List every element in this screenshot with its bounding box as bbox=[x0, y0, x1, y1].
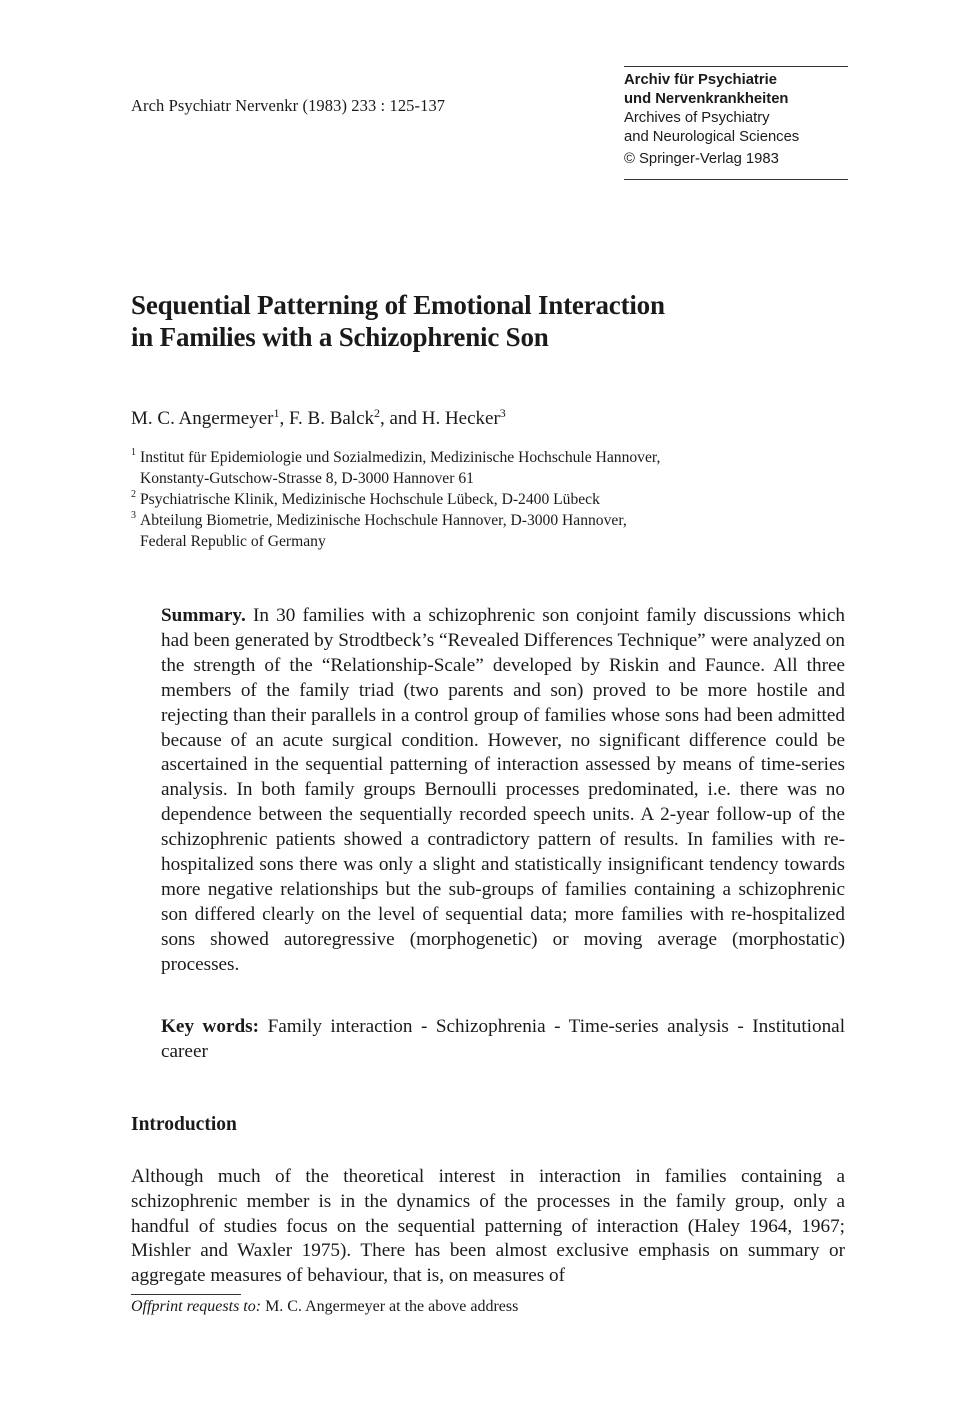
affiliation-number: 3 bbox=[131, 510, 136, 521]
affiliation-list bbox=[131, 447, 851, 552]
introduction-paragraph: Although much of the theoretical interest in interaction in families containing a schizophrenic member is in the dynamics of the processes in the family group, only a handful of studies focus on the sequential patterning of interaction (Haley 1964, 1967; Mishler and Waxler 1975). There has been almost exclusive emphasis on summary or aggregate measures of behaviour, that is, on measures of bbox=[131, 1166, 845, 1287]
footnote-rule bbox=[131, 1294, 241, 1295]
affiliation-number: 2 bbox=[131, 489, 136, 500]
journal-box-top-rule bbox=[624, 66, 848, 67]
abstract bbox=[161, 604, 845, 978]
introduction-body bbox=[131, 1165, 845, 1289]
author-affiliation-mark: 3 bbox=[499, 406, 506, 420]
author-list bbox=[131, 408, 506, 430]
author-name: M. C. Angermeyer bbox=[131, 408, 274, 429]
keywords-label: Key words: bbox=[161, 1016, 260, 1037]
journal-name-en-line2: and Neurological Sciences bbox=[624, 129, 800, 145]
keywords bbox=[161, 1015, 845, 1065]
affiliation-line: Konstanty-Gutschow-Strasse 8, D-3000 Hannover 61 bbox=[140, 470, 474, 487]
footnote-text: M. C. Angermeyer at the above address bbox=[265, 1298, 519, 1315]
keywords-text: Family interaction - Schizophrenia - Time-series analysis - Institutional career bbox=[161, 1016, 846, 1062]
affiliation-item bbox=[131, 489, 851, 510]
journal-copyright: © Springer-Verlag 1983 bbox=[624, 151, 779, 167]
paper-title-line1: Sequential Patterning of Emotional Interaction bbox=[131, 290, 665, 320]
section-heading-introduction: Introduction bbox=[131, 1114, 237, 1135]
author-name: H. Hecker bbox=[421, 408, 500, 429]
journal-name-de-line2: und Nervenkrankheiten bbox=[624, 91, 789, 107]
affiliation-line: Federal Republic of Germany bbox=[140, 533, 326, 550]
abstract-text: In 30 families with a schizophrenic son conjoint family discussions which had been generated by Strodtbeck’s “Revealed Differences Technique” were analyzed on the strength of the “Relationship-Scale” developed by Riskin and Faunce. All three members of the family triad (two parents and son) proved to be more hostile and rejecting than their parallels in a control group of families whose sons had been admitted because of an acute surgical condition. However, no significant difference could be ascertained in the sequential patterning of interaction assessed by means of time-series analysis. In both family groups Bernoulli processes predominated, i.e. there was no dependence between the sequentially recorded speech units. A 2-year follow-up of the schizophrenic patients showed a contradictory pattern of results. In families with re-hospitalized sons there was only a slight and statistically insignificant tendency towards more negative relationships but the sub-groups of families containing a schizophrenic son differed clearly on the level of sequential data; more families with re-hospitalized sons showed autoregressive (morphogenetic) or moving average (morphostatic) processes. bbox=[161, 605, 845, 975]
footnote-label: Offprint requests to: bbox=[131, 1298, 262, 1315]
affiliation-line: Psychiatrische Klinik, Medizinische Hochschule Lübeck, D-2400 Lübeck bbox=[140, 491, 600, 508]
author-affiliation-mark: 2 bbox=[374, 406, 381, 420]
affiliation-item bbox=[131, 447, 851, 489]
journal-box bbox=[624, 71, 848, 169]
footnote bbox=[131, 1298, 518, 1316]
author-separator: , bbox=[279, 408, 289, 429]
author-separator: , and bbox=[380, 408, 422, 429]
author-name: F. B. Balck bbox=[288, 408, 375, 429]
affiliation-item bbox=[131, 510, 851, 552]
journal-box-bottom-rule bbox=[624, 179, 848, 180]
affiliation-line: Institut für Epidemiologie und Sozialmedizin, Medizinische Hochschule Hannover, bbox=[140, 449, 661, 466]
journal-name-en-line1: Archives of Psychiatry bbox=[624, 110, 770, 126]
paper-title bbox=[131, 289, 831, 353]
paper-title-line2: in Families with a Schizophrenic Son bbox=[131, 322, 549, 352]
affiliation-number: 1 bbox=[131, 447, 136, 458]
journal-name-de-line1: Archiv für Psychiatrie bbox=[624, 72, 777, 88]
journal-citation: Arch Psychiatr Nervenkr (1983) 233 : 125-137 bbox=[131, 96, 446, 115]
affiliation-line: Abteilung Biometrie, Medizinische Hochschule Hannover, D-3000 Hannover, bbox=[140, 512, 627, 529]
abstract-label: Summary. bbox=[161, 605, 246, 626]
author-affiliation-mark: 1 bbox=[273, 406, 280, 420]
